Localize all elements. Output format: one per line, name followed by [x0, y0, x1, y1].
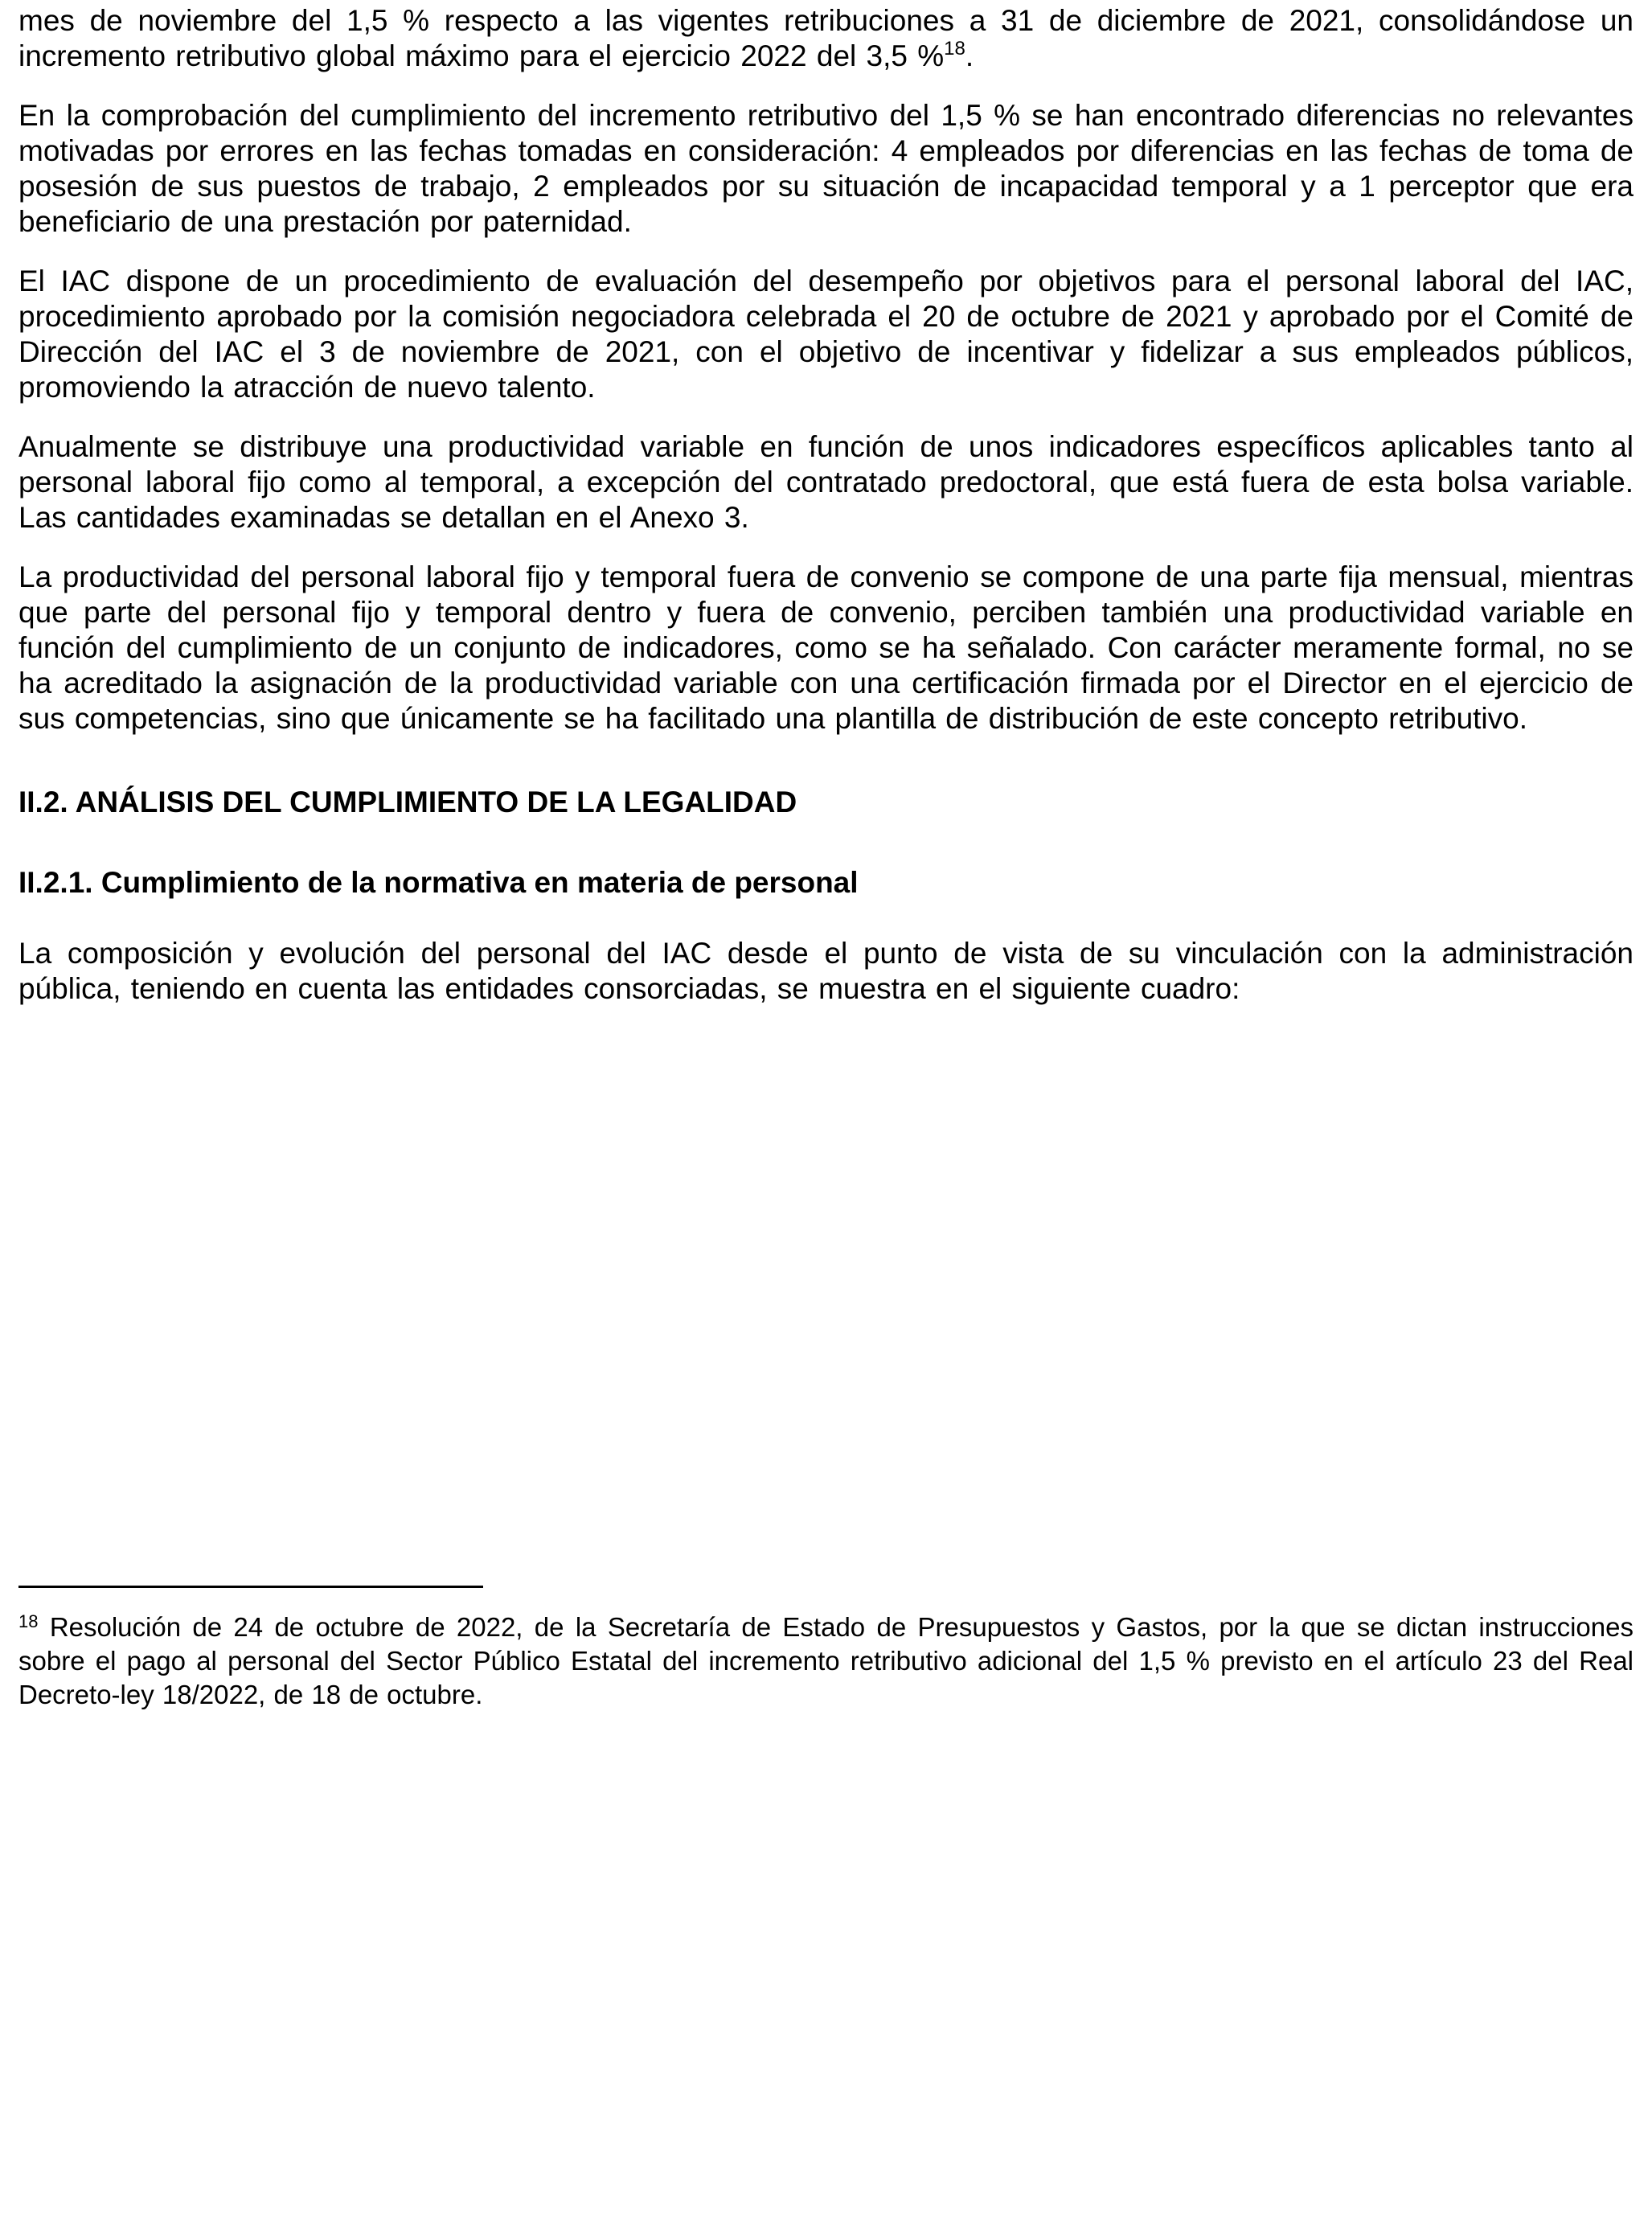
paragraph-compliance-check: En la comprobación del cumplimiento del incremento retributivo del 1,5 % se han encontrado diferencias no relevantes motivadas por errores en las fechas tomadas en consideración: 4 empleados por diferencias en las fechas de toma de posesión de sus puestos de trabajo, 2 empleados por su situación de incapacidad temporal y a 1 perceptor que era beneficiario de una prestación por paternidad. — [18, 99, 1634, 238]
footnote-reference-18: 18 — [944, 38, 965, 59]
footnote — [18, 1610, 1634, 1712]
document-body — [18, 3, 1634, 1031]
paragraph-text-tail: . — [965, 39, 974, 72]
footnote-text: Resolución de 24 de octubre de 2022, de la Secretaría de Estado de Presupuestos y Gastos, por la que se dictan instrucciones sobre el pago al personal del Sector Público Estatal del incremento retributivo adicional del 1,5 % previsto en el artículo 23 del Real Decreto-ley 18/2022, de 18 de octubre. — [18, 1612, 1634, 1709]
paragraph-productivity-composition: La productividad del personal laboral fijo y temporal fuera de convenio se compone de una parte fija mensual, mientras que parte del personal fijo y temporal dentro y fuera de convenio, perciben también una productividad variable en función del cumplimiento de un conjunto de indicadores, como se ha señalado. Con carácter meramente formal, no se ha acreditado la asignación de la productividad variable con una certificación firmada por el Director en el ejercicio de sus competencias, sino que únicamente se ha facilitado una plantilla de distribución de este concepto retributivo. — [18, 560, 1634, 735]
paragraph-variable-productivity: Anualmente se distribuye una productividad variable en función de unos indicadores específicos aplicables tanto al personal laboral fijo como al temporal, a excepción del contratado predoctoral, que está fuera de esta bolsa variable. Las cantidades examinadas se detallan en el Anexo 3. — [18, 430, 1634, 534]
paragraph-personnel-composition: La composición y evolución del personal del IAC desde el punto de vista de su vinculación con la administración pública, teniendo en cuenta las entidades consorciadas, se muestra en el siguiente cuadro: — [18, 937, 1634, 1005]
paragraph-evaluation-procedure: El IAC dispone de un procedimiento de evaluación del desempeño por objetivos para el personal laboral del IAC, procedimiento aprobado por la comisión negociadora celebrada el 20 de octubre de 2021 y aprobado por el Comité de Dirección del IAC el 3 de noviembre de 2021, con el objetivo de incentivar y fidelizar a sus empleados públicos, promoviendo la atracción de nuevo talento. — [18, 265, 1634, 404]
footnote-separator-rule — [18, 1586, 483, 1588]
section-heading-legality-analysis: II.2. ANÁLISIS DEL CUMPLIMIENTO DE LA LEGALIDAD — [18, 786, 797, 819]
paragraph-text: mes de noviembre del 1,5 % respecto a las vigentes retribuciones a 31 de diciembre de 2021, consolidándose un incremento retributivo global máximo para el ejercicio 2022 del 3,5 % — [18, 4, 1634, 72]
paragraph-retribution-increase — [18, 3, 1634, 74]
footnote-area — [18, 1586, 1634, 1712]
footnote-marker-18: 18 — [18, 1611, 39, 1631]
subsection-heading-personnel-regulations: II.2.1. Cumplimiento de la normativa en materia de personal — [18, 866, 859, 899]
